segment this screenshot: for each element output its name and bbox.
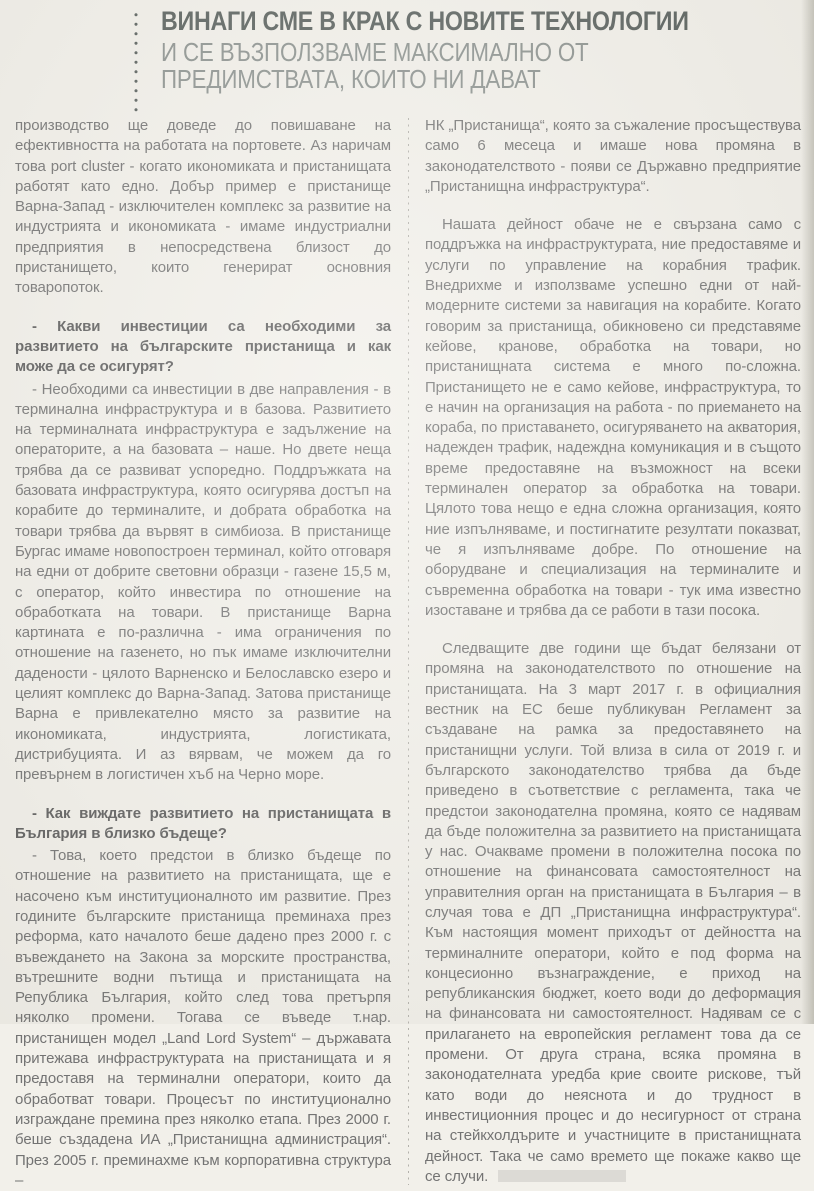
column-divider xyxy=(408,118,409,1185)
article-paragraph: - Това, което предстои в близко бъдеще по отношение на развитието на пристанищата, ще е насочено към институционалното им развитие. През годините българските пристанища преминаха през реформа, като началото беше дадено през 2000 г. с въвеждането на Закона за морските пространства, вътрешните водни пътища и пристанищата на Република България, който след това претърпя няколко промени. Тогава се въведе т.нар. пристанищен модел „Land Lord System“ – държавата притежава инфраструктурата на пристанищата и я предоставя на терминални оператори, които да обработват товари. Процесът по институционално изграждане премина през няколко етапа. През 2000 г. беше създадена ИА „Пристанищна администрация“. През 2005 г. преминахме към корпоративна структура – xyxy=(15,847,391,1189)
article-paragraph: производство ще доведе до повишаване на ефективността на работата на портовете. Аз наричам това port cluster - когато икономиката и пристанищата работят като едно. Добър пример е пристанище Варна-Запад - изключителен комплекс за развитие на индустрията и икономиката - имаме индустриални предприятия в непосредствена близост до пристанището, които генерират основния товаропоток. xyxy=(15,117,391,297)
article-subtitle xyxy=(161,39,689,92)
page-edge-shadow xyxy=(801,0,814,1024)
subtitle-line-1: И СЕ ВЪЗПОЛЗВАМЕ МАКСИМАЛНО ОТ xyxy=(161,37,589,67)
interview-question: - Как виждате развитието на пристанищата в България в близко бъдеще? xyxy=(15,804,391,842)
article-body xyxy=(15,116,801,1191)
article-title: ВИНАГИ СМЕ В КРАК С НОВИТЕ ТЕХНОЛОГИИ xyxy=(161,6,689,36)
article-header xyxy=(134,6,775,112)
article-column-right xyxy=(425,116,801,1191)
header-text xyxy=(161,6,689,112)
subtitle-line-2: ПРЕДИМСТВАТА, КОИТО НИ ДАВАТ xyxy=(161,63,541,94)
article-paragraph: Нашата дейност обаче не е свързана само с поддръжка на инфраструктурата, ние предоставяме и услуги по управление на корабния трафик. Внедрихме и използваме успешно едни от най-модерните системи за навигация на корабите. Когато говорим за пристанища, обикновено си представяме кейове, кранове, обработка на товари, но пристанищната система е много по-сложна. Пристанището не е само кейове, инфраструктура, то е начин на организация на работа - по приемането на кораба, по приставането, осигуряването на акватория, надежден трафик, надеждна комуникация и в същото време предоставяне на възможност на всеки терминален оператор за обработка на товари. Цялото това нещо е една сложна организация, която ние изпълняваме, и постигнатите резултати показват, че я изпълняваме добре. По отношение на оборудване и специализация на терминалите и съвременна обработка на товари - тук има известно изоставане и трябва да се работи в тази посока. xyxy=(425,216,801,619)
interview-question: - Какви инвестиции са необходими за развитието на българските пристанища и как може да се осигурят? xyxy=(15,317,391,376)
article-paragraph: НК „Пристанища“, която за съжаление просъществува само 6 месеца и имаше нова промяна в законодателството - появи се Държавно предприятие „Пристанищна инфраструктура“. xyxy=(425,117,801,195)
end-of-article-marker xyxy=(498,1170,626,1182)
article-paragraph: Следващите две години ще бъдат белязани от промяна на законодателството по отношение на пристанищата. На 3 март 2017 г. в официалния вестник на ЕС беше публикуван Регламент за създаване на рамка за предоставянето на пристанищни услуги. Той влиза в сила от 2019 г. и българското законодателство трябва да бъде приведено в съответствие с регламента, така че предстои законодателна промяна, която се надявам да бъде положителна за развитието на пристанищата у нас. Очакваме промени в положителна посока по отношение на финансовата самостоятелност на управителния орган на пристанищата в България – в случая това е ДП „Пристанищна инфраструктура“. Към настоящия момент приходът от дейността на терминалните оператори, който е под форма на концесионно възнаграждение, е приход на републиканския бюджет, което води до деформация на финансовата ни самостоятелност. Надявам се с прилагането на европейския регламент това да се промени. От друга страна, всяка промяна в законодателната уредба крие своите рискове, тъй като води до неяснота и до трудност в инвестиционния процес и до несигурност от страна на стейкхолдърите и участниците в пристанищната дейност. Така че само времето ще покаже какво ще се случи. xyxy=(425,640,801,1185)
article-column-left xyxy=(15,116,391,1191)
dotted-rule xyxy=(134,10,138,112)
article-paragraph: - Необходими са инвестиции в две направления - в терминална инфраструктура и в базова. Развитието на терминалната инфраструктура е задължение на операторите, а на базовата – наше. Но двете неща трябва да се развиват успоредно. Поддръжката на базовата инфраструктура, която осигурява достъп на корабите до терминалите, и добрата обработка на товари трябва да вървят в симбиоза. В пристанище Бургас имаме новопостроен терминал, който отговаря на едни от добрите световни образци - газене 15,5 м, с оператор, който инвестира по отношение на обработката на товари. В пристанище Варна картината е по-различна - има ограничения по отношение на газенето, но пък имаме изключителни дадености - цялото Варненско и Белославско езеро и целият комплекс до Варна-Запад. Затова пристанище Варна е привлекателно място за развитие на икономиката, индустрията, логистиката, дистрибуцията. И аз вярвам, че можем да го превърнем в логистичен хъб на Черно море. xyxy=(15,380,391,784)
